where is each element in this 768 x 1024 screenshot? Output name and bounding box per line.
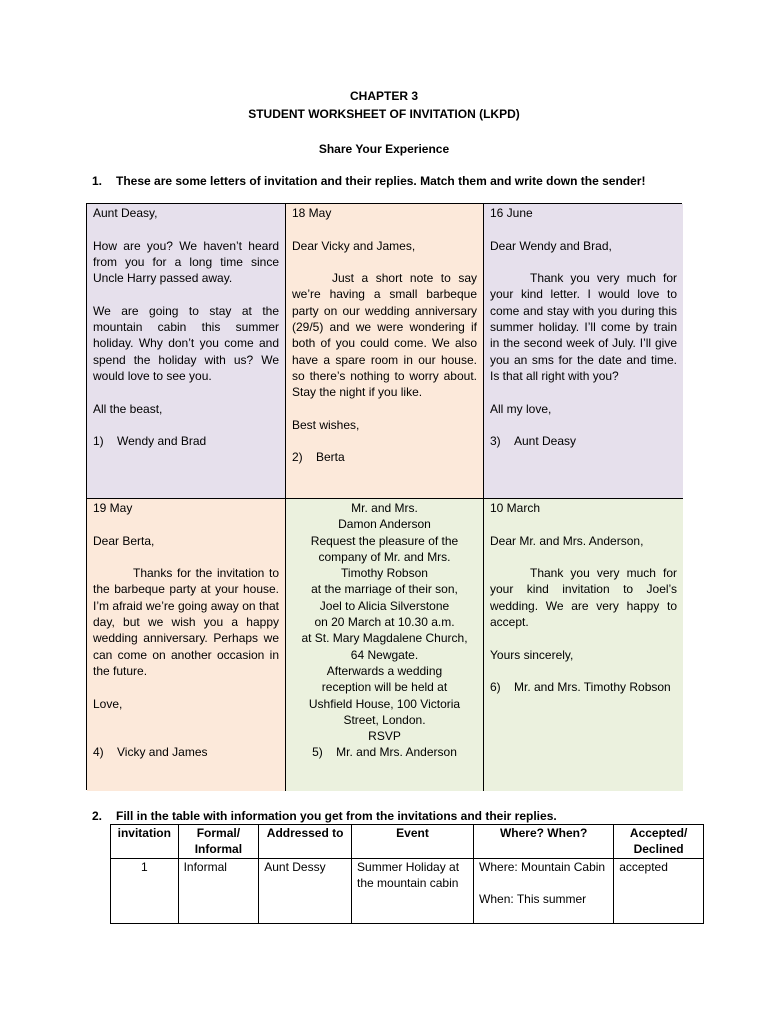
- column-header: Where? When?: [474, 825, 614, 859]
- cell-invitation[interactable]: 1: [111, 858, 179, 923]
- invitation-line: Afterwards a wedding: [326, 663, 443, 678]
- letter-3-date: 16 June: [490, 206, 533, 220]
- table-header-row: [111, 825, 704, 859]
- letter-4-greeting: Dear Berta,: [93, 533, 155, 548]
- letter-1-sender-name: Wendy and Brad: [117, 434, 207, 449]
- letter-2-sender: [292, 449, 477, 465]
- letter-5-sender-name: Mr. and Mrs. Anderson: [336, 745, 457, 760]
- letter-2-closing: Best wishes,: [292, 417, 360, 432]
- invitation-line: at St. Mary Magdalene Church,: [301, 631, 468, 646]
- letter-4-closing: Love,: [93, 696, 123, 711]
- invitation-line: at the marriage of their son,: [311, 582, 458, 597]
- letter-5-number: 5): [312, 745, 323, 760]
- letter-2-sender-name: Berta: [316, 450, 345, 465]
- invitation-line: Street, London.: [343, 712, 426, 727]
- letter-4-sender: [93, 744, 279, 760]
- when-text: When: This summer: [479, 892, 587, 907]
- cell-where-when[interactable]: [474, 858, 614, 923]
- question-2: [92, 808, 732, 824]
- letter-3-closing: All my love,: [490, 401, 552, 416]
- invitation-info-table: [110, 824, 704, 924]
- column-header: invitation: [111, 825, 179, 859]
- letter-6-paragraph: Thank you very much for your kind invitation to Joel’s wedding. We are very happy to accept.: [490, 566, 677, 630]
- letter-2-greeting: Dear Vicky and James,: [292, 238, 416, 253]
- invitation-line: Ushfield House, 100 Victoria: [308, 696, 461, 711]
- column-header: Accepted/ Declined: [614, 825, 704, 859]
- invitation-line: on 20 March at 10.30 a.m.: [314, 615, 455, 630]
- table-row: [111, 858, 704, 923]
- letters-grid: [86, 203, 682, 790]
- column-header: Event: [352, 825, 474, 859]
- where-text: Where: Mountain Cabin: [479, 859, 606, 874]
- cell-formal[interactable]: Informal: [178, 858, 259, 923]
- letter-6-date: 10 March: [490, 501, 541, 515]
- letter-1-sender: [93, 433, 279, 449]
- letter-6-sender: [490, 679, 677, 695]
- invitation-line: Request the pleasure of the: [310, 533, 459, 548]
- letter-1: [87, 204, 286, 499]
- cell-event[interactable]: Summer Holiday at the mountain cabin: [352, 858, 474, 923]
- letter-2-number: 2): [292, 450, 303, 465]
- invitation-line: Timothy Robson: [341, 566, 428, 581]
- worksheet-title: STUDENT WORKSHEET OF INVITATION (LKPD): [248, 107, 520, 121]
- letter-6-closing: Yours sincerely,: [490, 647, 574, 662]
- chapter-heading: CHAPTER 3: [349, 89, 418, 103]
- letter-5-sender: [292, 744, 477, 760]
- letter-6-greeting: Dear Mr. and Mrs. Anderson,: [490, 533, 644, 548]
- invitation-line: 64 Newgate.: [350, 647, 419, 662]
- letter-4: [87, 499, 286, 791]
- question-2-text: Fill in the table with information you get from the invitations and their replies.: [116, 809, 557, 823]
- letter-2-date: 18 May: [292, 206, 332, 220]
- letter-1-addressee: Aunt Deasy,: [93, 206, 158, 220]
- letter-1-number: 1): [93, 434, 104, 449]
- letter-4-date: 19 May: [93, 501, 133, 515]
- letter-4-paragraph: Thanks for the invitation to the barbeque party at your house. I’m afraid we’re going away on that day, but we wish you a happy wedding anniversary. Perhaps we can come on another occasion in the future.: [93, 566, 279, 678]
- letter-4-sender-name: Vicky and James: [117, 745, 208, 760]
- column-header: Formal/ Informal: [178, 825, 259, 859]
- question-1-number: 1.: [92, 174, 103, 188]
- letter-2-paragraph: Just a short note to say we’re having a small barbeque party on our wedding anniversary (29/5) and we were wondering if both of you could come. We also have a spare room in our house. so there’s nothing to worry about. Stay the night if you like.: [292, 271, 477, 400]
- invitation-line: Damon Anderson: [338, 517, 431, 532]
- invitation-line: Joel to Alicia Silverstone: [319, 598, 450, 613]
- letter-6: [484, 499, 683, 791]
- section-subtitle: Share Your Experience: [318, 142, 450, 156]
- letter-3-sender: [490, 433, 677, 449]
- letter-6-number: 6): [490, 680, 501, 695]
- letter-3-sender-name: Aunt Deasy: [514, 434, 577, 449]
- letter-2: [286, 204, 484, 499]
- invitation-line: company of Mr. and Mrs.: [318, 549, 451, 564]
- cell-accepted[interactable]: accepted: [614, 858, 704, 923]
- cell-addressed[interactable]: Aunt Dessy: [259, 858, 352, 923]
- letter-5: [286, 499, 484, 791]
- invitation-line: Mr. and Mrs.: [351, 501, 418, 515]
- letter-3-paragraph: Thank you very much for your kind letter. I would love to come and stay with you during this summer holiday. I’ll come by train in the second week of July. I’ll give you an sms for the date and time. Is that all right with you?: [490, 271, 677, 383]
- invitation-line: reception will be held at: [321, 680, 448, 695]
- letter-3: [484, 204, 683, 499]
- question-1: [92, 173, 732, 189]
- letter-4-number: 4): [93, 745, 104, 760]
- letter-6-sender-name: Mr. and Mrs. Timothy Robson: [514, 680, 671, 695]
- letter-1-paragraph-1: How are you? We haven’t heard from you for a long time since Uncle Harry passed away.: [93, 238, 279, 286]
- column-header: Addressed to: [259, 825, 352, 859]
- letter-3-greeting: Dear Wendy and Brad,: [490, 238, 612, 253]
- letter-1-paragraph-2: We are going to stay at the mountain cabin this summer holiday. Why don’t you come and spend the holiday with us? We would love to see you.: [93, 303, 279, 383]
- question-2-number: 2.: [92, 809, 103, 823]
- question-1-text: These are some letters of invitation and their replies. Match them and write down the sender!: [116, 174, 646, 188]
- invitation-line: RSVP: [368, 729, 401, 744]
- letter-1-closing: All the beast,: [93, 401, 163, 416]
- letter-3-number: 3): [490, 434, 501, 449]
